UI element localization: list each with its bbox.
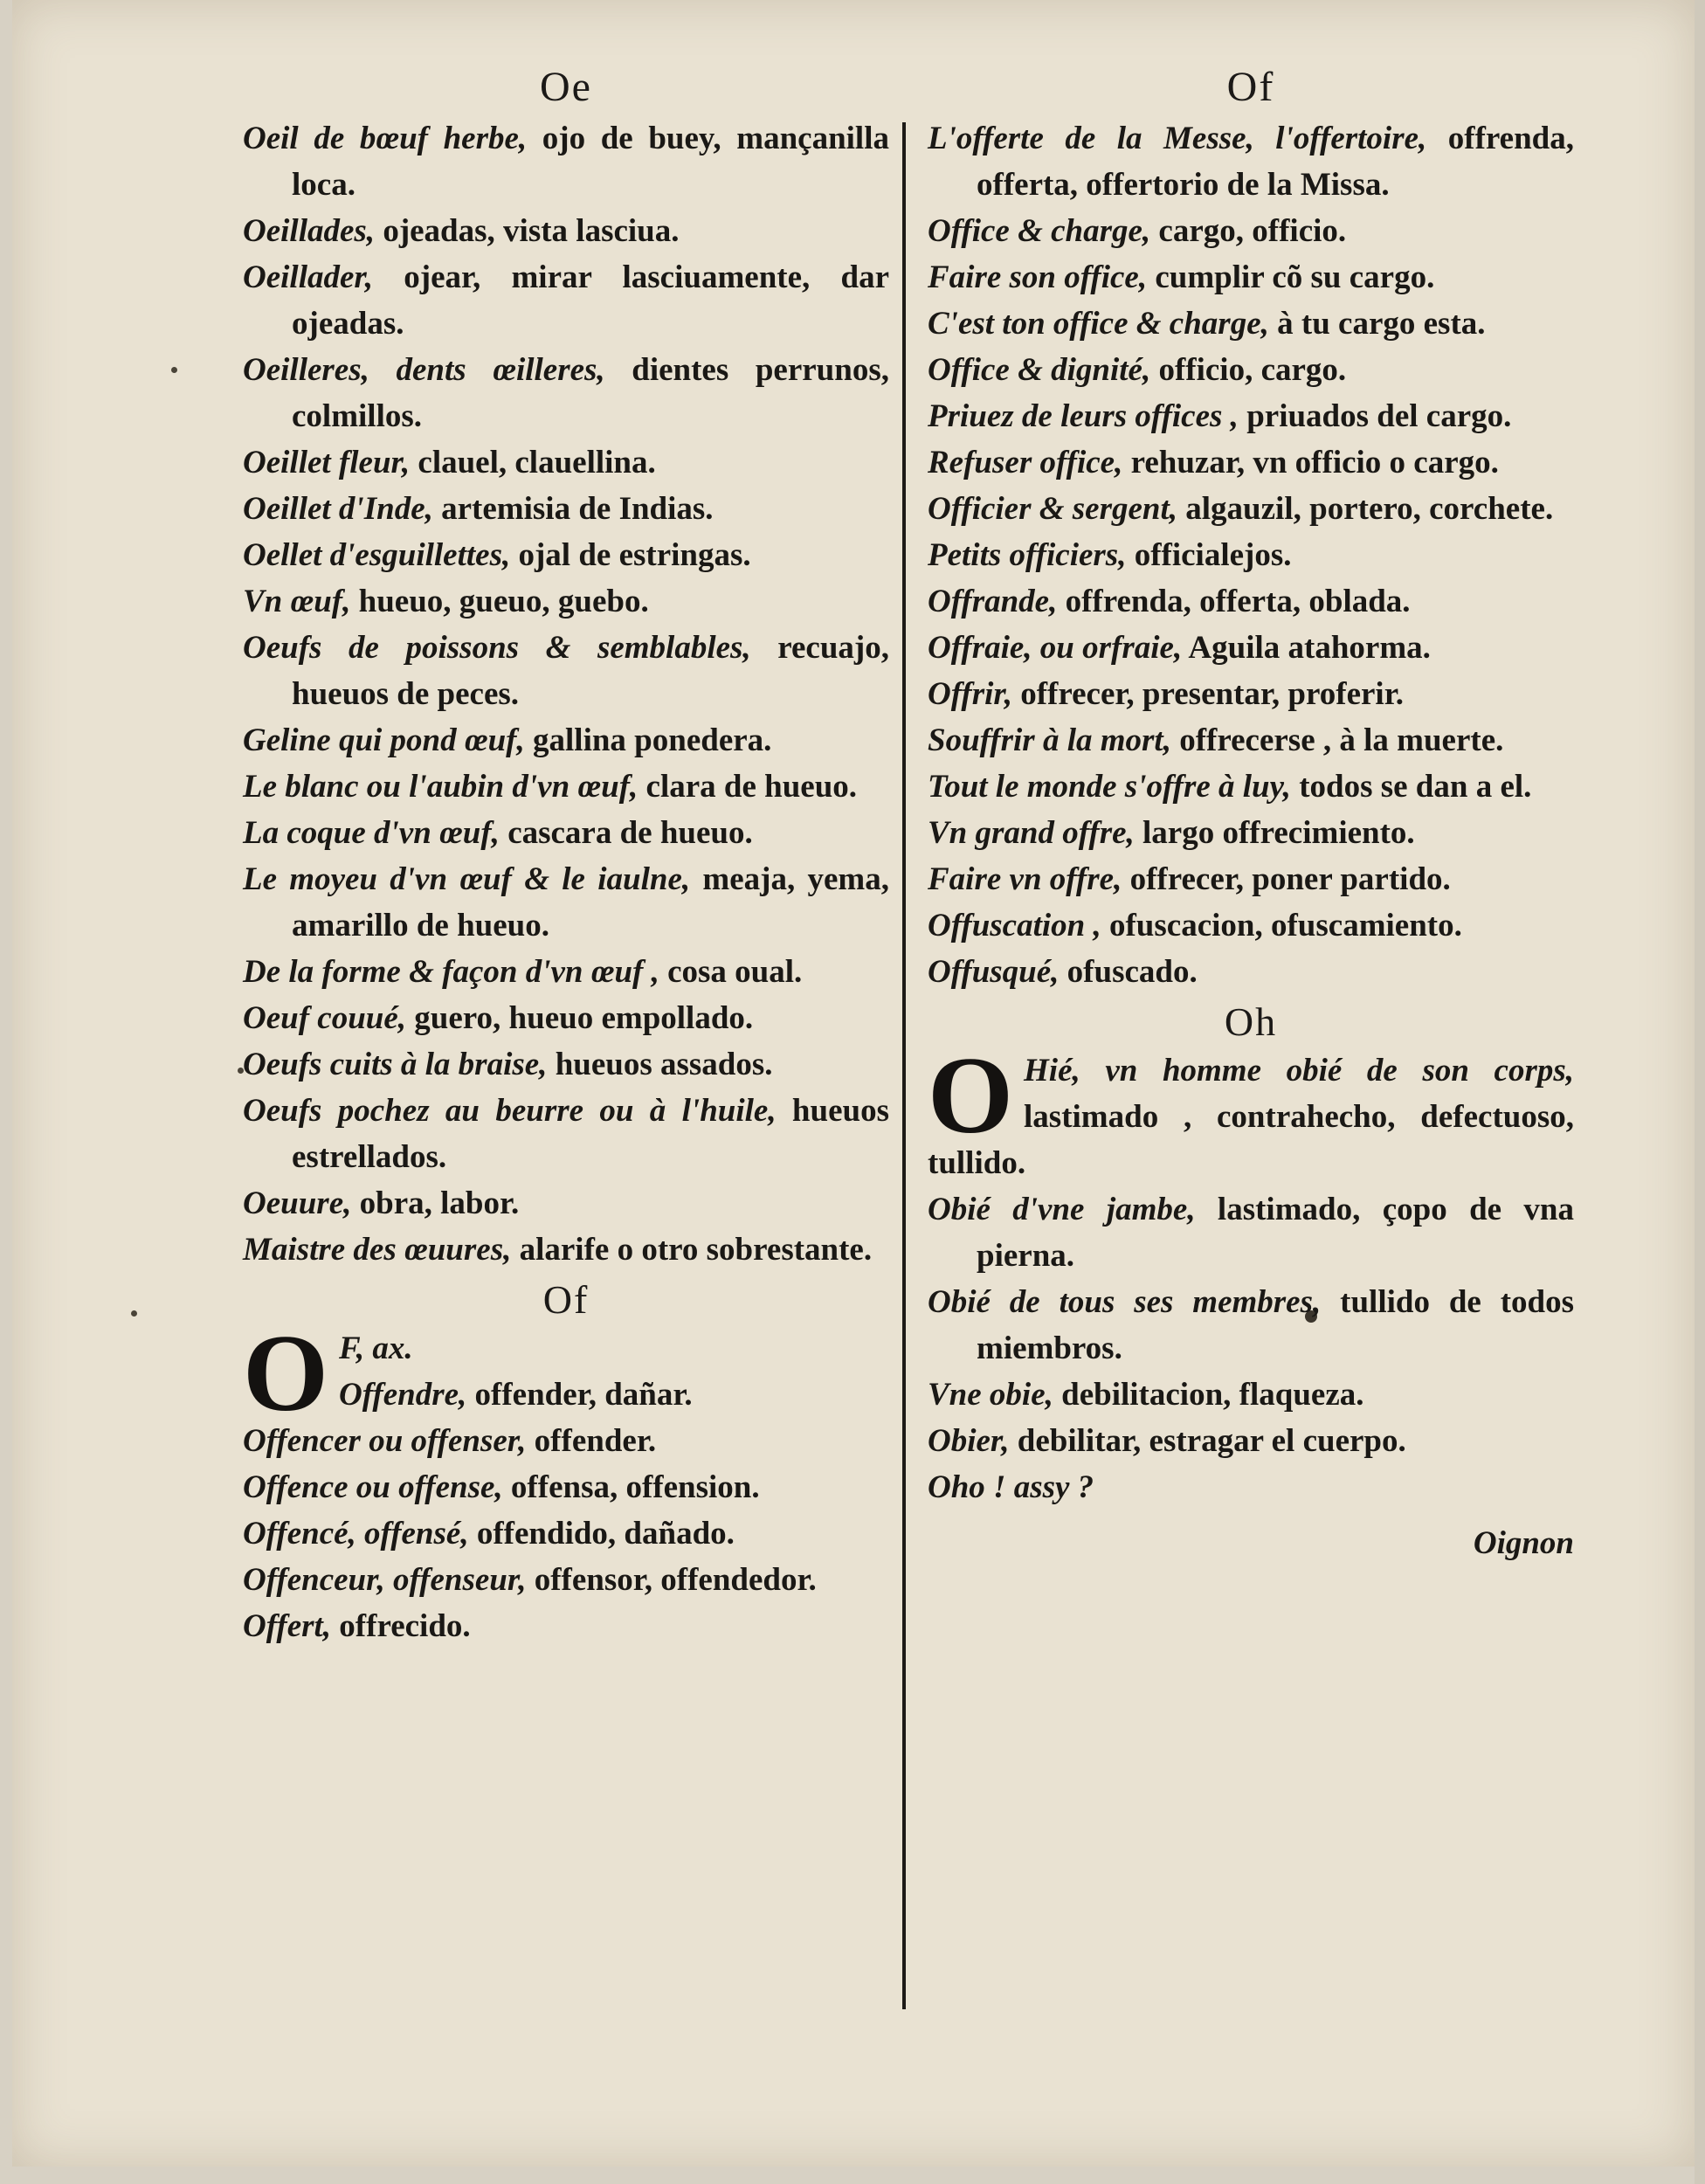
entry-translation: meaja, yema, amarillo de hueuo. <box>292 861 889 943</box>
entry-translation: tullido de todos miembros. <box>977 1284 1574 1366</box>
entry-headword: Oho ! assy ? <box>928 1469 1094 1505</box>
entry-list <box>243 115 889 1273</box>
entry-headword: Obier, <box>928 1423 1010 1459</box>
entry-translation: todos se dan a el. <box>1290 769 1532 805</box>
entry-translation: offender. <box>526 1423 657 1459</box>
dictionary-entry <box>243 439 889 486</box>
entry-headword: Faire vn offre, <box>928 861 1122 897</box>
entry-translation: cascara de hueuo. <box>499 815 753 851</box>
dictionary-entry <box>243 1088 889 1180</box>
entry-headword: Offence ou offense, <box>243 1469 503 1505</box>
entry-list <box>928 1047 1574 1186</box>
entry-translation: obra, labor. <box>351 1185 520 1221</box>
entry-translation: clara de hueuo. <box>638 769 858 805</box>
entry-headword: Obié de tous ses membres, <box>928 1284 1322 1320</box>
dictionary-entry <box>243 1510 889 1557</box>
entry-translation: debilitacion, flaqueza. <box>1053 1377 1364 1413</box>
entry-translation: à tu cargo esta. <box>1268 306 1486 342</box>
dictionary-entry <box>243 208 889 254</box>
entry-translation: largo offrecimiento. <box>1134 815 1415 851</box>
entry-translation: offrecido. <box>331 1608 471 1644</box>
dictionary-entry <box>243 347 889 439</box>
entry-translation: offrenda, offerta, offertorio de la Missa. <box>977 121 1575 203</box>
right-column <box>928 61 1574 1570</box>
dictionary-entry <box>243 1557 889 1603</box>
entry-translation: artemisia de Indias. <box>432 491 714 527</box>
entry-translation: offrenda, offerta, oblada. <box>1057 584 1411 619</box>
dictionary-entry <box>928 671 1574 717</box>
entry-translation: hueuos assados. <box>547 1047 773 1082</box>
entry-headword: L'offerte de la Messe, l'offertoire, <box>928 121 1427 156</box>
entry-headword: Priuez de leurs offices , <box>928 398 1239 434</box>
column-header: Of <box>1226 64 1275 110</box>
dictionary-entry <box>928 949 1574 995</box>
entry-translation: hueuos estrellados. <box>292 1093 889 1175</box>
entry-translation: offendido, dañado. <box>468 1516 735 1552</box>
entry-headword: Office & charge, <box>928 213 1151 249</box>
entry-headword: Vn œuf, <box>243 584 351 619</box>
entry-translation: guero, hueuo empollado. <box>406 1000 754 1036</box>
entry-headword: Le moyeu d'vn œuf & le iaulne, <box>243 861 691 897</box>
entry-list <box>243 1325 889 1418</box>
dictionary-entry <box>928 1418 1574 1464</box>
dictionary-entry <box>243 1464 889 1510</box>
entry-headword: Oeufs pochez au beurre ou à l'huile, <box>243 1093 777 1129</box>
entry-headword: Vn grand offre, <box>928 815 1135 851</box>
entry-headword: Le blanc ou l'aubin d'vn œuf, <box>243 769 639 805</box>
entry-headword: Oeufs de poissons & semblables, <box>243 630 751 666</box>
entry-translation: alarife o otro sobrestante. <box>511 1232 873 1268</box>
dictionary-entry <box>928 254 1574 301</box>
dictionary-entry <box>928 1186 1574 1279</box>
entry-headword: Offraie, ou orfraie, <box>928 630 1183 666</box>
dictionary-entry <box>928 486 1574 532</box>
dictionary-entry <box>243 1227 889 1273</box>
dictionary-entry <box>928 301 1574 347</box>
entry-translation: gallina ponedera. <box>524 722 772 758</box>
entry-list <box>243 1418 889 1649</box>
entry-translation: clauel, clauellina. <box>410 445 656 480</box>
entry-translation: hueuo, gueuo, guebo. <box>350 584 649 619</box>
dictionary-entry <box>928 856 1574 902</box>
entry-headword: Petits officiers, <box>928 537 1127 573</box>
entry-headword: Oeuure, <box>243 1185 352 1221</box>
dictionary-entry <box>243 1603 889 1649</box>
entry-translation: ojal de estringas. <box>510 537 751 573</box>
dictionary-entry <box>928 115 1574 208</box>
entry-headword: C'est ton office & charge, <box>928 306 1269 342</box>
entry-headword: Offendre, <box>339 1377 467 1413</box>
dictionary-entry <box>928 1464 1574 1510</box>
entry-headword: Offuscation , <box>928 908 1101 943</box>
ink-speck <box>131 1310 137 1317</box>
dictionary-entry <box>243 764 889 810</box>
entry-translation: ofuscacion, ofuscamiento. <box>1101 908 1462 943</box>
entry-headword: F, ax. <box>339 1330 413 1366</box>
dictionary-entry <box>243 949 889 995</box>
dictionary-entry <box>928 1279 1574 1372</box>
entry-headword: Refuser office, <box>928 445 1123 480</box>
entry-headword: Oeilleres, dents œilleres, <box>243 352 605 388</box>
entry-translation: cargo, officio. <box>1150 213 1347 249</box>
catchword: Oignon <box>1473 1525 1574 1561</box>
column-rule <box>902 122 906 2009</box>
entry-translation: ojear, mirar lasciuamente, dar ojeadas. <box>292 259 889 342</box>
entry-list <box>928 1186 1574 1510</box>
dictionary-entry <box>928 532 1574 578</box>
dictionary-entry <box>243 115 889 208</box>
dropcap-block <box>243 1325 889 1418</box>
dictionary-entry <box>243 486 889 532</box>
entry-translation: offrecerse , à la muerte. <box>1170 722 1504 758</box>
entry-headword: Oellet d'esguillettes, <box>243 537 511 573</box>
entry-headword: Offert, <box>243 1608 332 1644</box>
entry-translation: offensor, offendedor. <box>526 1562 817 1598</box>
dictionary-entry <box>243 1372 889 1418</box>
dictionary-entry <box>243 856 889 949</box>
entry-headword: Vne obie, <box>928 1377 1053 1413</box>
dictionary-entry <box>928 717 1574 764</box>
entry-headword: Offusqué, <box>928 954 1060 990</box>
dictionary-entry <box>928 578 1574 625</box>
dictionary-entry <box>928 810 1574 856</box>
entry-translation: priuados del cargo. <box>1238 398 1512 434</box>
dictionary-entry <box>243 1325 889 1372</box>
entry-headword: Faire son office, <box>928 259 1148 295</box>
dictionary-entry <box>928 208 1574 254</box>
entry-translation: offensa, offension. <box>502 1469 760 1505</box>
drop-capital: O <box>928 1047 1014 1157</box>
dictionary-entry <box>243 254 889 347</box>
column-header: Oe <box>540 64 592 110</box>
dictionary-entry <box>243 578 889 625</box>
dictionary-entry <box>243 1180 889 1227</box>
dropcap-block <box>928 1047 1574 1186</box>
entry-headword: Oeillades, <box>243 213 376 249</box>
dictionary-entry <box>928 1372 1574 1418</box>
dictionary-entry <box>928 764 1574 810</box>
drop-capital: O <box>243 1325 329 1418</box>
dictionary-entry <box>928 902 1574 949</box>
dictionary-entry <box>243 717 889 764</box>
entry-headword: La coque d'vn œuf, <box>243 815 500 851</box>
section-header: Of <box>542 1277 590 1322</box>
entry-headword: Maistre des œuures, <box>243 1232 512 1268</box>
entry-translation: cosa oual. <box>659 954 803 990</box>
dictionary-entry <box>243 625 889 717</box>
entry-translation: Aguila atahorma. <box>1182 630 1431 666</box>
entry-headword: Tout le monde s'offre à luy, <box>928 769 1291 805</box>
entry-headword: Offenceur, offenseur, <box>243 1562 527 1598</box>
entry-translation: cumplir cõ su cargo. <box>1147 259 1435 295</box>
entry-translation: lastimado, çopo de vna pierna. <box>977 1192 1575 1274</box>
entry-headword: Offencer ou offenser, <box>243 1423 527 1459</box>
entry-headword: Geline qui pond œuf, <box>243 722 525 758</box>
entry-headword: Oeil de bœuf herbe, <box>243 121 528 156</box>
entry-headword: Obié d'vne jambe, <box>928 1192 1196 1227</box>
entry-translation: ofuscado. <box>1059 954 1198 990</box>
section-header: Oh <box>1224 999 1278 1044</box>
dictionary-entry <box>928 347 1574 393</box>
entry-translation: officialejos. <box>1126 537 1292 573</box>
entry-headword: Offencé, offensé, <box>243 1516 469 1552</box>
entry-translation: dientes perrunos, colmillos. <box>292 352 889 434</box>
dictionary-entry <box>243 532 889 578</box>
entry-translation: offender, dañar. <box>466 1377 693 1413</box>
entry-headword: Offrir, <box>928 676 1012 712</box>
entry-headword: Offrande, <box>928 584 1058 619</box>
entry-translation: offrecer, presentar, proferir. <box>1011 676 1404 712</box>
page-edge <box>1695 0 1705 2184</box>
dictionary-entry <box>928 393 1574 439</box>
entry-translation: recuajo, hueuos de peces. <box>292 630 889 712</box>
entry-translation: officio, cargo. <box>1150 352 1347 388</box>
entry-translation: ojeadas, vista lasciua. <box>375 213 680 249</box>
entry-headword: Oeillader, <box>243 259 374 295</box>
entry-translation: ojo de buey, mançanilla loca. <box>292 121 889 203</box>
entry-translation: offrecer, poner partido. <box>1122 861 1451 897</box>
entry-headword: Souffrir à la mort, <box>928 722 1171 758</box>
entry-translation: algauzil, portero, corchete. <box>1177 491 1554 527</box>
entry-headword: Oeillet fleur, <box>243 445 411 480</box>
dictionary-entry <box>243 995 889 1041</box>
entry-headword: De la forme & façon d'vn œuf , <box>243 954 659 990</box>
ink-speck <box>171 367 177 373</box>
dictionary-entry <box>928 1047 1574 1186</box>
entry-translation: rehuzar, vn officio o cargo. <box>1122 445 1499 480</box>
entry-headword: Oeufs cuits à la braise, <box>243 1047 548 1082</box>
entry-headword: Oeuf couué, <box>243 1000 407 1036</box>
dictionary-entry <box>243 1041 889 1088</box>
left-column <box>243 61 889 1649</box>
entry-translation: debilitar, estragar el cuerpo. <box>1009 1423 1406 1459</box>
entry-headword: Office & dignité, <box>928 352 1151 388</box>
entry-headword: Officier & sergent, <box>928 491 1178 527</box>
dictionary-entry <box>243 810 889 856</box>
dictionary-entry <box>243 1418 889 1464</box>
entry-headword: Oeillet d'Inde, <box>243 491 433 527</box>
entry-headword: Hié, vn homme obié de son corps, <box>1024 1053 1574 1089</box>
entry-translation: lastimado , contrahecho, defectuoso, tullido. <box>928 1099 1574 1181</box>
dictionary-entry <box>928 439 1574 486</box>
dictionary-entry <box>928 625 1574 671</box>
entry-list <box>928 115 1574 995</box>
